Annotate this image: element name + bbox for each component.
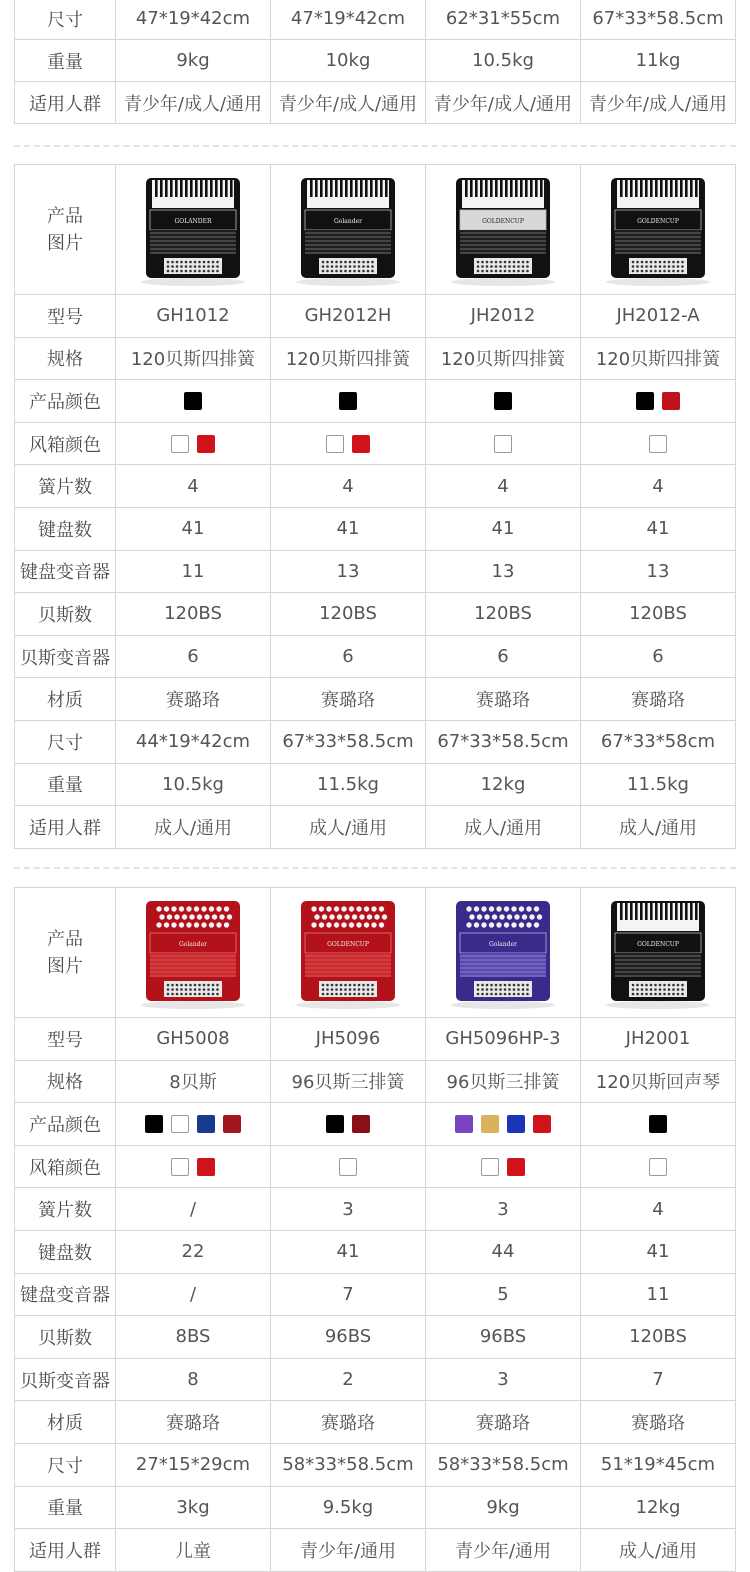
spec-value: 4 [426,465,581,508]
row-label: 规格 [15,337,116,380]
spec-value: 成人/通用 [581,806,736,849]
swatch-cell [426,1145,581,1188]
spec-row [15,635,736,678]
color-swatch [352,435,370,453]
spec-value: 赛璐珞 [271,1401,426,1444]
product-image-row [15,888,736,1018]
spec-value: 62*31*55cm [426,0,581,40]
row-label: 型号 [15,1018,116,1061]
image-label-line2: 图片 [47,232,83,254]
spec-value: 4 [116,465,271,508]
product-image-cell [581,165,736,295]
spec-value: 96贝斯三排簧 [271,1060,426,1103]
spec-table-3 [14,887,736,1572]
row-label: 键盘变音器 [15,1273,116,1316]
spec-value: 10.5kg [426,40,581,82]
spec-value: 13 [426,550,581,593]
spec-value: 3 [426,1358,581,1401]
spec-value: JH2012 [426,295,581,338]
color-swatch [326,435,344,453]
spec-value: 67*33*58.5cm [581,0,736,40]
spec-value: 3kg [116,1486,271,1529]
row-label: 簧片数 [15,465,116,508]
color-swatch [649,1158,667,1176]
product-image-cell [116,888,271,1018]
spec-value: 41 [581,1230,736,1273]
row-label: 适用人群 [15,806,116,849]
spec-value: 11kg [581,40,736,82]
spec-value: 赛璐珞 [116,678,271,721]
spec-value: 120BS [581,593,736,636]
row-label: 键盘数 [15,1230,116,1273]
spec-row [15,1358,736,1401]
color-swatch [507,1158,525,1176]
swatch-cell [116,380,271,423]
color-swatch [494,435,512,453]
spec-value: 51*19*45cm [581,1443,736,1486]
spec-value: 13 [271,550,426,593]
svg-text:GOLDENCUP: GOLDENCUP [637,940,679,948]
spec-value: 4 [581,465,736,508]
row-label: 尺寸 [15,0,116,40]
spec-row [15,0,736,40]
color-swatch [197,1158,215,1176]
spec-value: GH2012H [271,295,426,338]
spec-value: 41 [271,1230,426,1273]
spec-value: JH2012-A [581,295,736,338]
spec-row [15,1018,736,1061]
accordion-image [444,172,562,288]
spec-value: 赛璐珞 [116,1401,271,1444]
spec-row [15,1401,736,1444]
spec-value: 41 [116,507,271,550]
swatch-cell [581,422,736,465]
spec-value: GH1012 [116,295,271,338]
row-label: 贝斯变音器 [15,1358,116,1401]
color-swatch [197,1115,215,1133]
spec-value: 6 [116,635,271,678]
swatch-cell [426,422,581,465]
spec-value: 8 [116,1358,271,1401]
row-label: 重量 [15,1486,116,1529]
spec-row [15,337,736,380]
spec-value: 青少年/通用 [426,1529,581,1572]
spec-value: 10kg [271,40,426,82]
color-swatch [494,392,512,410]
spec-value: 9kg [116,40,271,82]
color-swatch [339,392,357,410]
spec-value: 成人/通用 [581,1529,736,1572]
spec-value: 120贝斯四排簧 [581,337,736,380]
row-label: 贝斯数 [15,593,116,636]
row-label: 贝斯数 [15,1316,116,1359]
spec-value: 47*19*42cm [116,0,271,40]
spec-value: 7 [581,1358,736,1401]
color-swatch [171,435,189,453]
row-label: 簧片数 [15,1188,116,1231]
spec-value: / [116,1273,271,1316]
accordion-image [599,895,717,1011]
spec-value: 11 [581,1273,736,1316]
color-swatch [352,1115,370,1133]
spec-value: 青少年/成人/通用 [116,82,271,124]
swatch-cell [426,1103,581,1146]
spec-row [15,1529,736,1572]
row-label: 键盘变音器 [15,550,116,593]
spec-table-1 [14,0,736,124]
spec-value: 67*33*58.5cm [426,720,581,763]
spec-value: 6 [581,635,736,678]
swatch-cell [271,380,426,423]
spec-value: 青少年/成人/通用 [271,82,426,124]
color-swatch [171,1115,189,1133]
row-label: 键盘数 [15,507,116,550]
swatch-cell [426,380,581,423]
product-image-cell [271,165,426,295]
spec-value: 赛璐珞 [271,678,426,721]
spec-value: 10.5kg [116,763,271,806]
row-label [15,165,116,295]
row-label [15,888,116,1018]
spec-value: 成人/通用 [426,806,581,849]
product-image-row [15,165,736,295]
spec-row [15,380,736,423]
spec-row [15,1443,736,1486]
accordion-image [289,172,407,288]
row-label: 产品颜色 [15,1103,116,1146]
svg-text:GOLDENCUP: GOLDENCUP [327,940,369,948]
section-divider [14,145,736,147]
color-swatch [339,1158,357,1176]
spec-value: 120贝斯四排簧 [426,337,581,380]
spec-value: 8贝斯 [116,1060,271,1103]
spec-value: GH5008 [116,1018,271,1061]
image-label-line2: 图片 [47,955,83,977]
spec-value: 4 [581,1188,736,1231]
spec-value: 12kg [426,763,581,806]
spec-value: 5 [426,1273,581,1316]
spec-row [15,1145,736,1188]
color-swatch [223,1115,241,1133]
spec-value: 赛璐珞 [426,1401,581,1444]
spec-value: 9kg [426,1486,581,1529]
spec-value: 120贝斯四排簧 [271,337,426,380]
spec-row [15,720,736,763]
spec-row [15,1230,736,1273]
color-swatch [197,435,215,453]
color-swatch [455,1115,473,1133]
section-divider [14,867,736,869]
image-label-line1: 产品 [47,205,83,227]
color-swatch [184,392,202,410]
spec-value: 11 [116,550,271,593]
spec-value: 儿童 [116,1529,271,1572]
spec-value: / [116,1188,271,1231]
spec-value: 青少年/成人/通用 [581,82,736,124]
spec-row [15,1188,736,1231]
spec-value: 41 [271,507,426,550]
spec-value: 47*19*42cm [271,0,426,40]
color-swatch [533,1115,551,1133]
spec-row [15,1486,736,1529]
spec-value: 6 [426,635,581,678]
spec-row [15,1060,736,1103]
color-swatch [145,1115,163,1133]
spec-value: JH5096 [271,1018,426,1061]
spec-value: JH2001 [581,1018,736,1061]
spec-value: 成人/通用 [271,806,426,849]
spec-value: 赛璐珞 [426,678,581,721]
accordion-image [134,895,252,1011]
spec-row [15,1273,736,1316]
accordion-image [599,172,717,288]
spec-value: 3 [271,1188,426,1231]
spec-value: 6 [271,635,426,678]
spec-row [15,1103,736,1146]
color-swatch [326,1115,344,1133]
spec-row [15,465,736,508]
spec-row [15,550,736,593]
spec-row [15,763,736,806]
color-swatch [649,435,667,453]
color-swatch [662,392,680,410]
spec-value: 赛璐珞 [581,678,736,721]
spec-value: 44*19*42cm [116,720,271,763]
spec-value: 41 [581,507,736,550]
product-image-cell [116,165,271,295]
svg-text:Golander: Golander [488,940,518,948]
spec-value: 11.5kg [581,763,736,806]
swatch-cell [271,1145,426,1188]
spec-value: 120BS [271,593,426,636]
spec-value: 成人/通用 [116,806,271,849]
swatch-cell [581,380,736,423]
spec-value: 120BS [426,593,581,636]
row-label: 风箱颜色 [15,422,116,465]
accordion-image [134,172,252,288]
swatch-cell [116,1145,271,1188]
row-label: 材质 [15,678,116,721]
spec-value: GH5096HP-3 [426,1018,581,1061]
spec-value: 27*15*29cm [116,1443,271,1486]
spec-value: 3 [426,1188,581,1231]
spec-value: 青少年/成人/通用 [426,82,581,124]
spec-value: 4 [271,465,426,508]
spec-value: 12kg [581,1486,736,1529]
spec-table-2 [14,164,736,849]
spec-row [15,507,736,550]
spec-value: 120贝斯四排簧 [116,337,271,380]
spec-value: 96BS [271,1316,426,1359]
spec-row [15,806,736,849]
product-image-cell [426,165,581,295]
swatch-cell [271,1103,426,1146]
swatch-cell [271,422,426,465]
row-label: 适用人群 [15,82,116,124]
spec-row [15,82,736,124]
spec-value: 41 [426,507,581,550]
spec-row [15,678,736,721]
svg-text:Golander: Golander [333,217,363,225]
spec-row [15,593,736,636]
row-label: 规格 [15,1060,116,1103]
row-label: 适用人群 [15,1529,116,1572]
spec-value: 67*33*58.5cm [271,720,426,763]
row-label: 风箱颜色 [15,1145,116,1188]
accordion-image [289,895,407,1011]
product-image-cell [581,888,736,1018]
color-swatch [507,1115,525,1133]
spec-value: 7 [271,1273,426,1316]
swatch-cell [116,422,271,465]
product-image-cell [426,888,581,1018]
row-label: 材质 [15,1401,116,1444]
spec-row [15,40,736,82]
spec-value: 22 [116,1230,271,1273]
color-swatch [171,1158,189,1176]
spec-value: 67*33*58cm [581,720,736,763]
svg-text:GOLDENCUP: GOLDENCUP [637,217,679,225]
spec-value: 44 [426,1230,581,1273]
swatch-cell [116,1103,271,1146]
spec-row [15,295,736,338]
row-label: 产品颜色 [15,380,116,423]
spec-value: 13 [581,550,736,593]
spec-value: 58*33*58.5cm [271,1443,426,1486]
color-swatch [481,1115,499,1133]
row-label: 重量 [15,763,116,806]
image-label-line1: 产品 [47,928,83,950]
spec-value: 120贝斯回声琴 [581,1060,736,1103]
spec-value: 青少年/通用 [271,1529,426,1572]
row-label: 贝斯变音器 [15,635,116,678]
spec-row [15,1316,736,1359]
spec-value: 9.5kg [271,1486,426,1529]
spec-value: 2 [271,1358,426,1401]
spec-value: 58*33*58.5cm [426,1443,581,1486]
color-swatch [636,392,654,410]
spec-value: 11.5kg [271,763,426,806]
spec-value: 120BS [581,1316,736,1359]
accordion-image [444,895,562,1011]
svg-text:GOLANDER: GOLANDER [174,217,212,225]
swatch-cell [581,1145,736,1188]
color-swatch [649,1115,667,1133]
product-image-cell [271,888,426,1018]
row-label: 尺寸 [15,720,116,763]
row-label: 重量 [15,40,116,82]
row-label: 型号 [15,295,116,338]
spec-value: 96BS [426,1316,581,1359]
svg-text:Golander: Golander [178,940,208,948]
svg-text:GOLDENCUP: GOLDENCUP [482,217,524,225]
row-label: 尺寸 [15,1443,116,1486]
swatch-cell [581,1103,736,1146]
spec-value: 96贝斯三排簧 [426,1060,581,1103]
spec-row [15,422,736,465]
spec-value: 赛璐珞 [581,1401,736,1444]
spec-value: 120BS [116,593,271,636]
spec-value: 8BS [116,1316,271,1359]
color-swatch [481,1158,499,1176]
